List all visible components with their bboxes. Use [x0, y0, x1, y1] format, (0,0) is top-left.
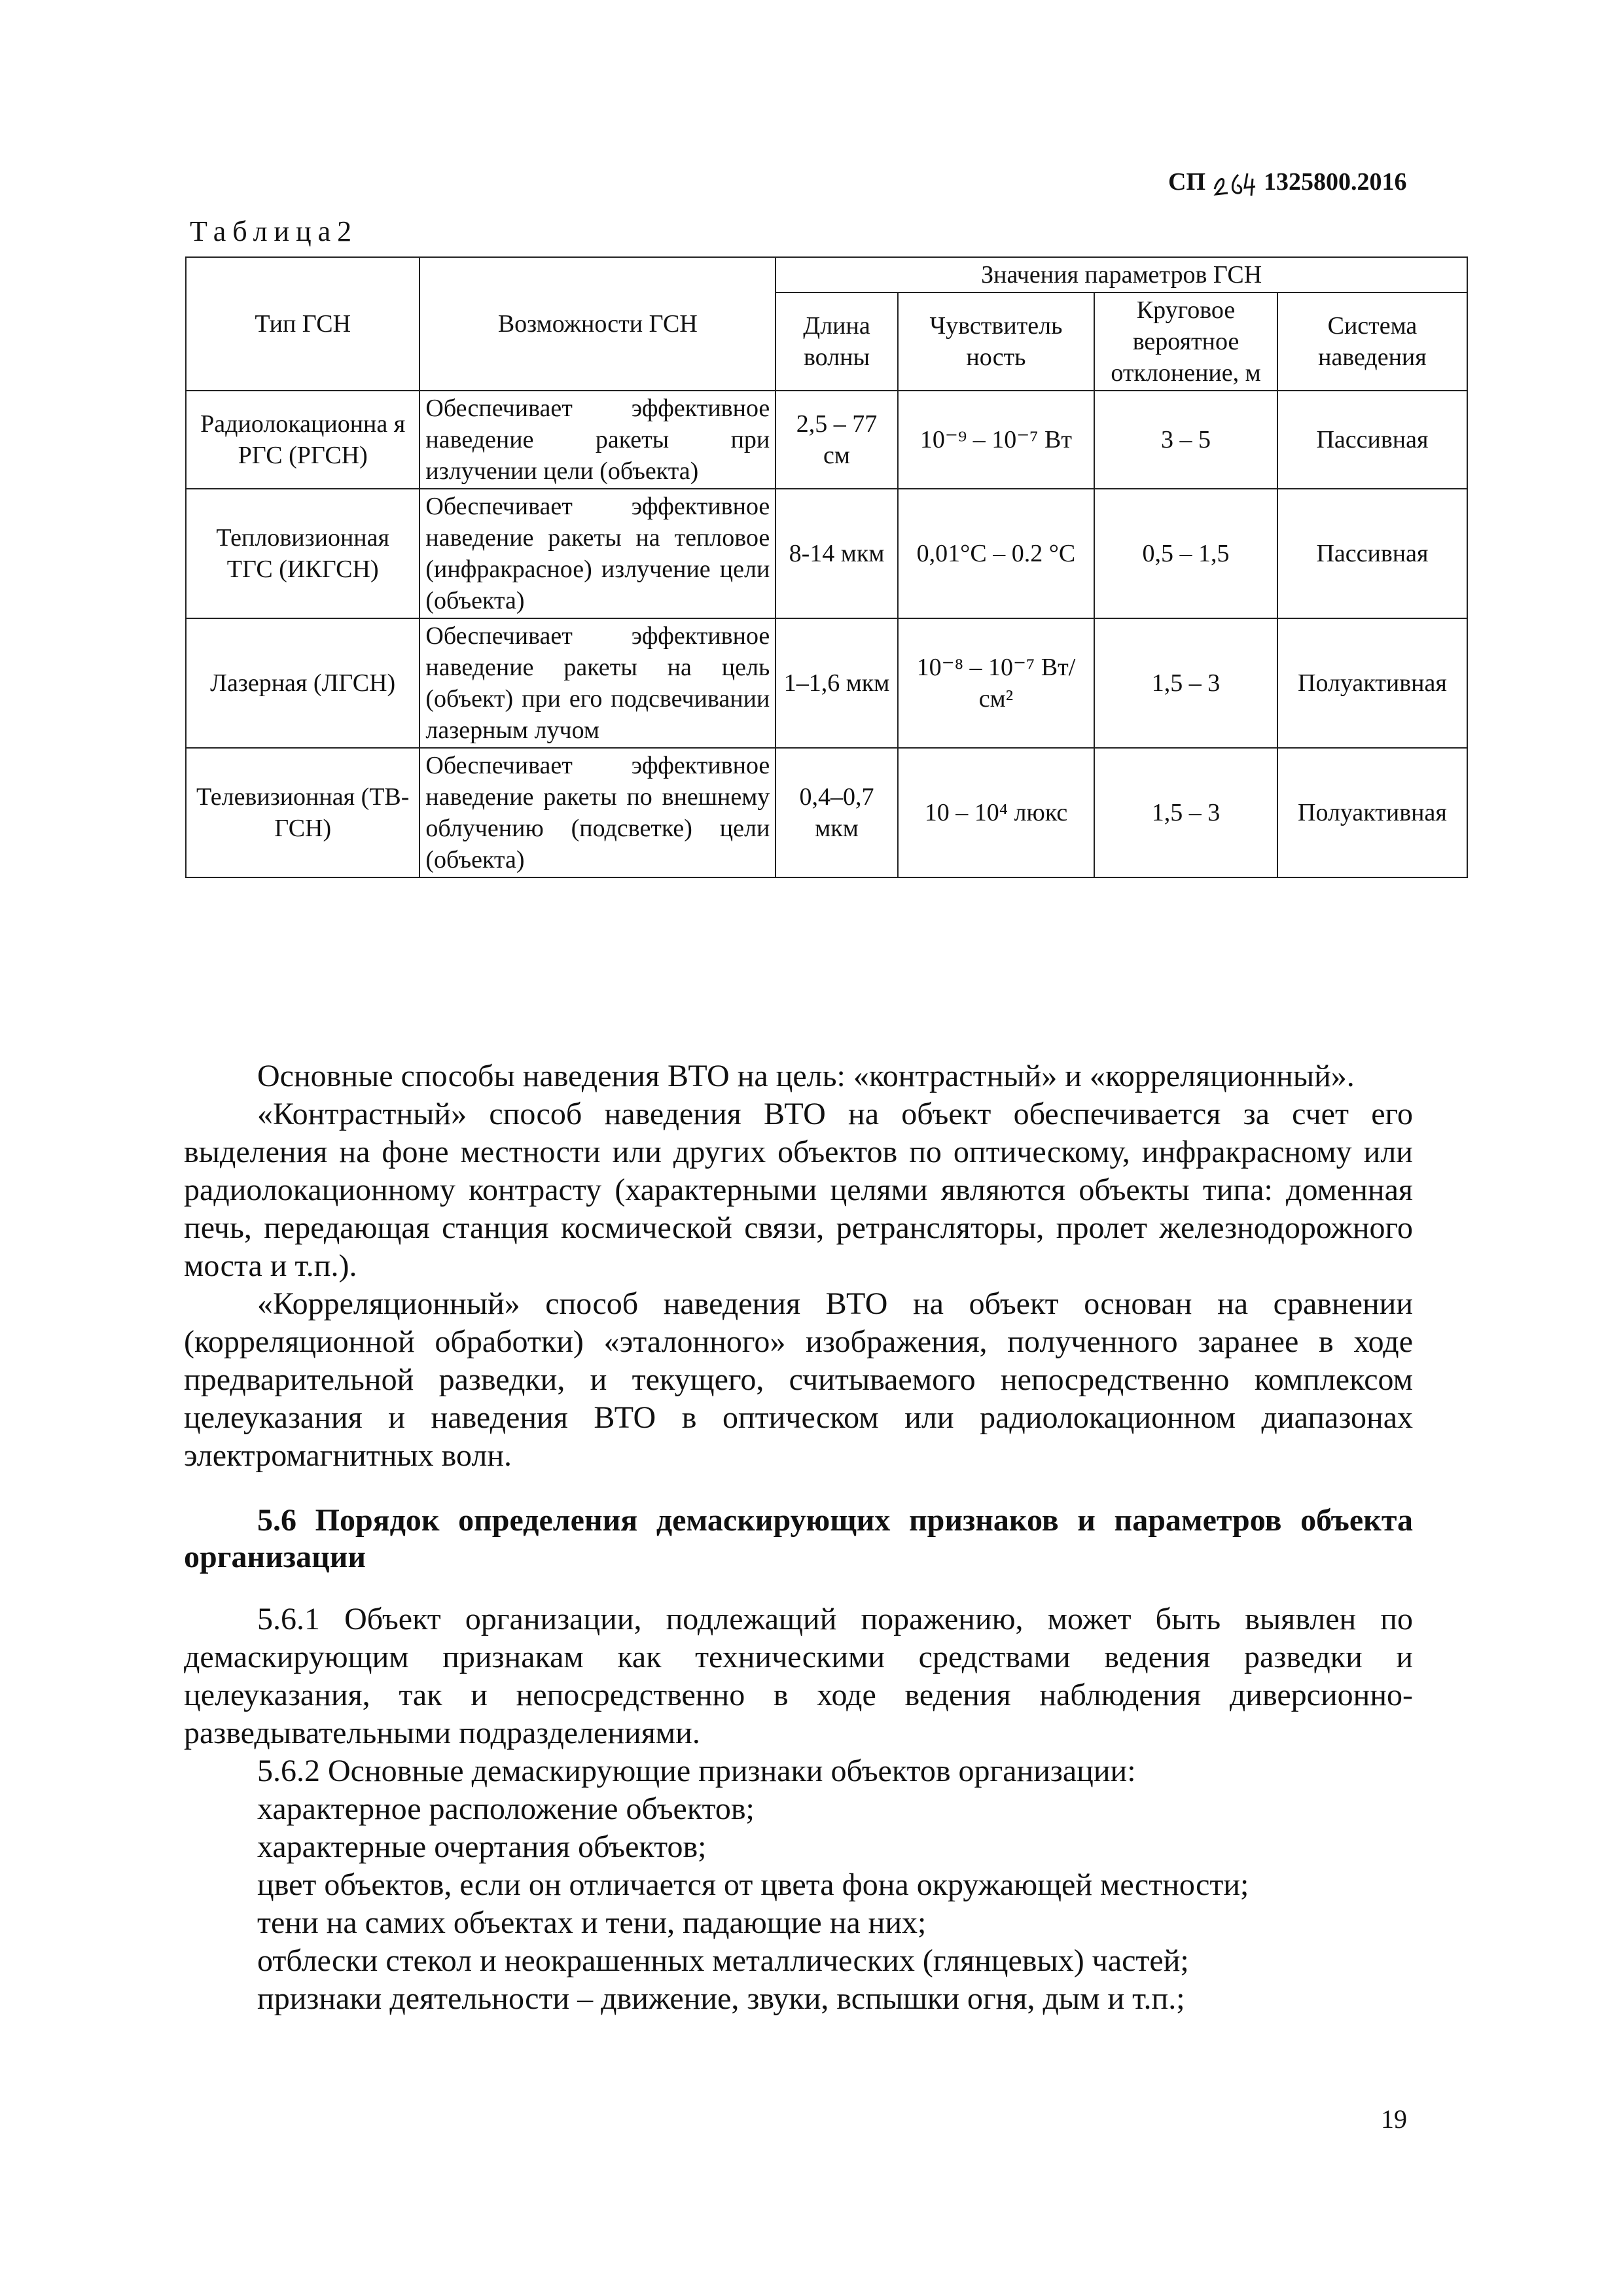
cell-cep: 1,5 – 3 [1094, 618, 1277, 748]
cell-cep: 0,5 – 1,5 [1094, 489, 1277, 618]
cell-type: Тепловизионная ТГС (ИКГСН) [186, 489, 419, 618]
header-group: Значения параметров ГСН [776, 257, 1467, 292]
paragraph: «Контрастный» способ наведения ВТО на объект обеспечивается за счет его выделения на фоне местности или других объектов по оптическому, инфракрасному или радиолокационному контрасту (характерными целями являются объекты типа: доменная печь, передающая станция космической связи, ретрансляторы, пролет железнодорожного моста и т.п.). [184, 1097, 1413, 1283]
cell-sensitivity: 10 – 10⁴ люкс [898, 748, 1094, 877]
table-caption: Таблица2 [190, 215, 359, 247]
cell-wavelength: 2,5 – 77 см [776, 391, 897, 489]
cell-cep: 3 – 5 [1094, 391, 1277, 489]
header-cep: Круговое вероятное отклонение, м [1094, 292, 1277, 391]
list-item: признаки деятельности – движение, звуки, вспышки огня, дым и т.п.; [257, 1981, 1185, 2016]
list-item: тени на самих объектах и тени, падающие на них; [257, 1905, 927, 1940]
header-type: Тип ГСН [186, 257, 419, 391]
doc-prefix: СП [1168, 168, 1205, 196]
table-row [186, 748, 1467, 877]
header-guidance: Система наведения [1277, 292, 1467, 391]
cell-wavelength: 0,4–0,7 мкм [776, 748, 897, 877]
table-row [186, 391, 1467, 489]
cell-cep: 1,5 – 3 [1094, 748, 1277, 877]
cell-type: Радиолокационна я РГС (РГСН) [186, 391, 419, 489]
cell-sensitivity: 10⁻⁹ – 10⁻⁷ Вт [898, 391, 1094, 489]
header-sensitivity: Чувствитель ность [898, 292, 1094, 391]
paragraph: Основные способы наведения ВТО на цель: «контрастный» и «корреляционный». [257, 1059, 1355, 1093]
paragraph: «Корреляционный» способ наведения ВТО на объект основан на сравнении (корреляционной обработки) «эталонного» изображения, полученного заранее в ходе предварительной разведки, и текущего, считываемого непосредственно комплексом целеуказания и наведения ВТО в оптическом или радиолокационном диапазонах электромагнитных волн. [184, 1286, 1413, 1473]
cell-guidance: Пассивная [1277, 391, 1467, 489]
cell-capability: Обеспечивает эффективное наведение ракеты на тепловое (инфракрасное) излучение цели (объекта) [419, 489, 776, 618]
list-item: цвет объектов, если он отличается от цвета фона окружающей местности; [257, 1867, 1249, 1902]
section-body [184, 1600, 1413, 2018]
paragraph: 5.6.1 Объект организации, подлежащий поражению, может быть выявлен по демаскирующим признакам как техническими средствами ведения разведки и целеуказания, так и непосредственно в ходе ведения наблюдения диверсионно-разведывательными подразделениями. [184, 1602, 1413, 1750]
body-paragraphs [184, 1057, 1413, 1475]
cell-sensitivity: 0,01°С – 0.2 °С [898, 489, 1094, 618]
list-item: характерное расположение объектов; [257, 1792, 755, 1826]
cell-capability: Обеспечивает эффективное наведение ракеты на цель (объект) при его подсвечивании лазерным лучом [419, 618, 776, 748]
cell-guidance: Полуактивная [1277, 618, 1467, 748]
cell-wavelength: 8-14 мкм [776, 489, 897, 618]
header-capability: Возможности ГСН [419, 257, 776, 391]
header-wavelength: Длина волны [776, 292, 897, 391]
table-row [186, 489, 1467, 618]
table-row [186, 618, 1467, 748]
paragraph: 5.6.2 Основные демаскирующие признаки объектов организации: [257, 1754, 1136, 1788]
page-number: 19 [1381, 2104, 1407, 2134]
cell-guidance: Полуактивная [1277, 748, 1467, 877]
gsn-table [185, 256, 1468, 878]
list-item: отблески стекол и неокрашенных металлических (глянцевых) частей; [257, 1943, 1189, 1978]
cell-capability: Обеспечивает эффективное наведение ракеты при излучении цели (объекта) [419, 391, 776, 489]
section-heading: 5.6 Порядок определения демаскирующих признаков и параметров объекта организации [184, 1503, 1413, 1574]
table-header-row [186, 257, 1467, 292]
cell-type: Телевизионная (ТВ-ГСН) [186, 748, 419, 877]
doc-number: 1325800.2016 [1264, 168, 1407, 196]
cell-guidance: Пассивная [1277, 489, 1467, 618]
list-item: характерные очертания объектов; [257, 1829, 707, 1864]
cell-type: Лазерная (ЛГСН) [186, 618, 419, 748]
doc-code [1168, 168, 1407, 198]
cell-sensitivity: 10⁻⁸ – 10⁻⁷ Вт/см² [898, 618, 1094, 748]
cell-wavelength: 1–1,6 мкм [776, 618, 897, 748]
cell-capability: Обеспечивает эффективное наведение ракеты по внешнему облучению (подсветке) цели (объекта) [419, 748, 776, 877]
handwritten-number [1212, 169, 1258, 198]
